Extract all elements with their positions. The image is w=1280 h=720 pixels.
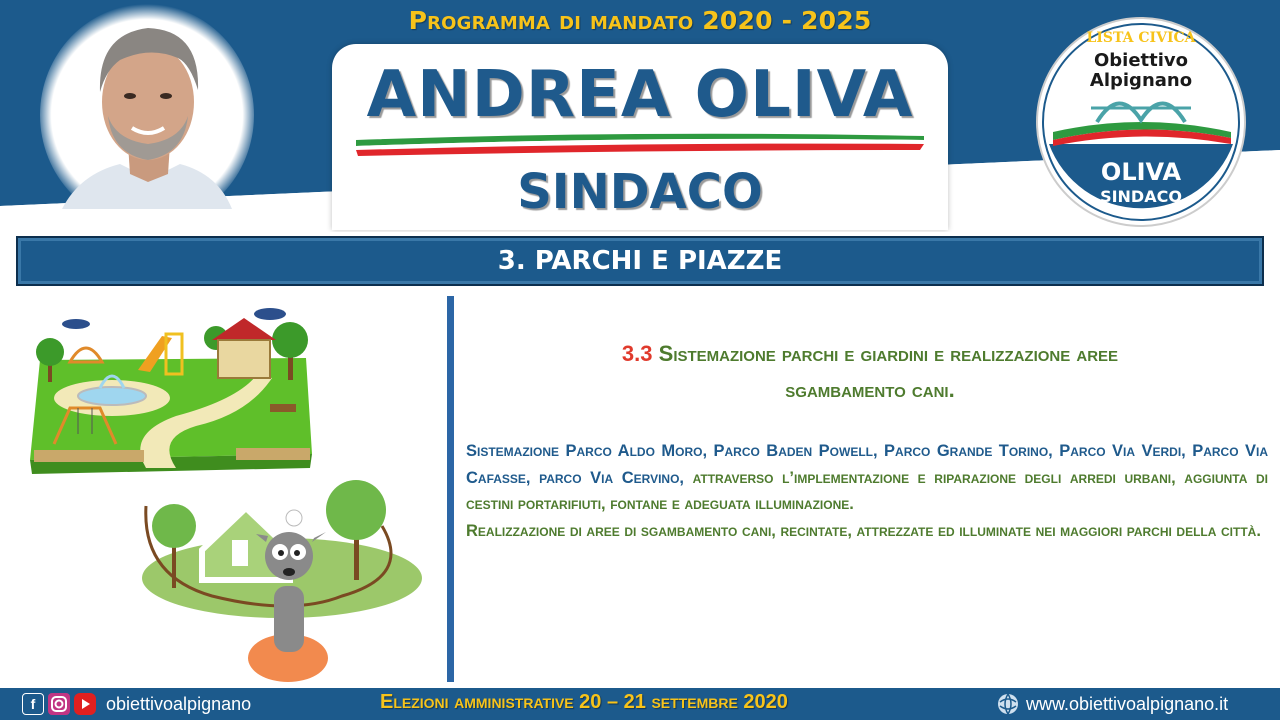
header — [0, 0, 1280, 232]
footer — [0, 688, 1280, 720]
item-heading-text-1: Sistemazione parchi e giardini e realizzazione aree — [658, 341, 1119, 366]
social-handle[interactable]: obiettivoalpignano — [106, 694, 252, 714]
logo-list-name-1: Obiettivo — [1093, 50, 1189, 71]
portrait-image — [40, 4, 254, 226]
instagram-icon[interactable] — [48, 693, 70, 715]
logo-bottom-role: SINDACO — [1100, 187, 1182, 206]
website-link[interactable]: www.obiettivoalpignano.it — [1026, 694, 1229, 714]
paragraph-parks-detail: attraverso l’implementazione e riparazione degli arredi urbani, aggiunta di cestini portarifiuti, fontane e adeguata illuminazione. — [466, 468, 1268, 513]
paragraph-parks-list: Parco Aldo Moro, Parco Baden Powell, Parco Grande Torino, Parco Via Verdi, Parco Via Cafasse, parco Via Cervino, — [466, 442, 1268, 487]
program-title: Programma di mandato 2020 - 2025 — [408, 6, 872, 35]
item-number: 3.3 — [621, 341, 653, 366]
facebook-icon[interactable]: f — [22, 693, 44, 715]
content-divider — [447, 296, 454, 682]
candidate-portrait — [40, 4, 254, 226]
item-body — [466, 438, 1268, 544]
social-icons — [22, 693, 96, 715]
logo-top-text: LISTA CIVICA — [1086, 30, 1196, 46]
item-heading-line1 — [470, 336, 1270, 372]
paragraph-dog-areas: Realizzazione di aree di sgambamento cani, recintate, attrezzate ed illuminate nei maggiori parchi della città. — [466, 521, 1261, 540]
candidate-name: ANDREA OLIVA — [366, 58, 914, 132]
candidate-role: SINDACO — [517, 164, 763, 220]
dog-area-illustration — [132, 476, 432, 686]
paragraph-parks-lead: Sistemazione — [466, 442, 560, 460]
name-card — [332, 44, 948, 230]
youtube-icon[interactable] — [74, 693, 96, 715]
item-heading — [470, 336, 1270, 408]
globe-icon — [996, 692, 1020, 716]
item-heading-text-2: sgambamento cani. — [785, 377, 955, 402]
paragraph-parks — [466, 438, 1268, 518]
park-illustration — [26, 304, 316, 480]
lista-civica-logo — [1033, 16, 1249, 228]
logo-bottom-name: OLIVA — [1100, 158, 1182, 186]
section-title: 3. PARCHI E PIAZZE — [497, 246, 783, 276]
logo-list-name-2: Alpignano — [1089, 70, 1193, 91]
election-date: Elezioni amministrative 20 – 21 settembre 2020 — [380, 691, 788, 713]
section-bar — [16, 236, 1264, 286]
italian-flag-stripe — [352, 126, 928, 156]
